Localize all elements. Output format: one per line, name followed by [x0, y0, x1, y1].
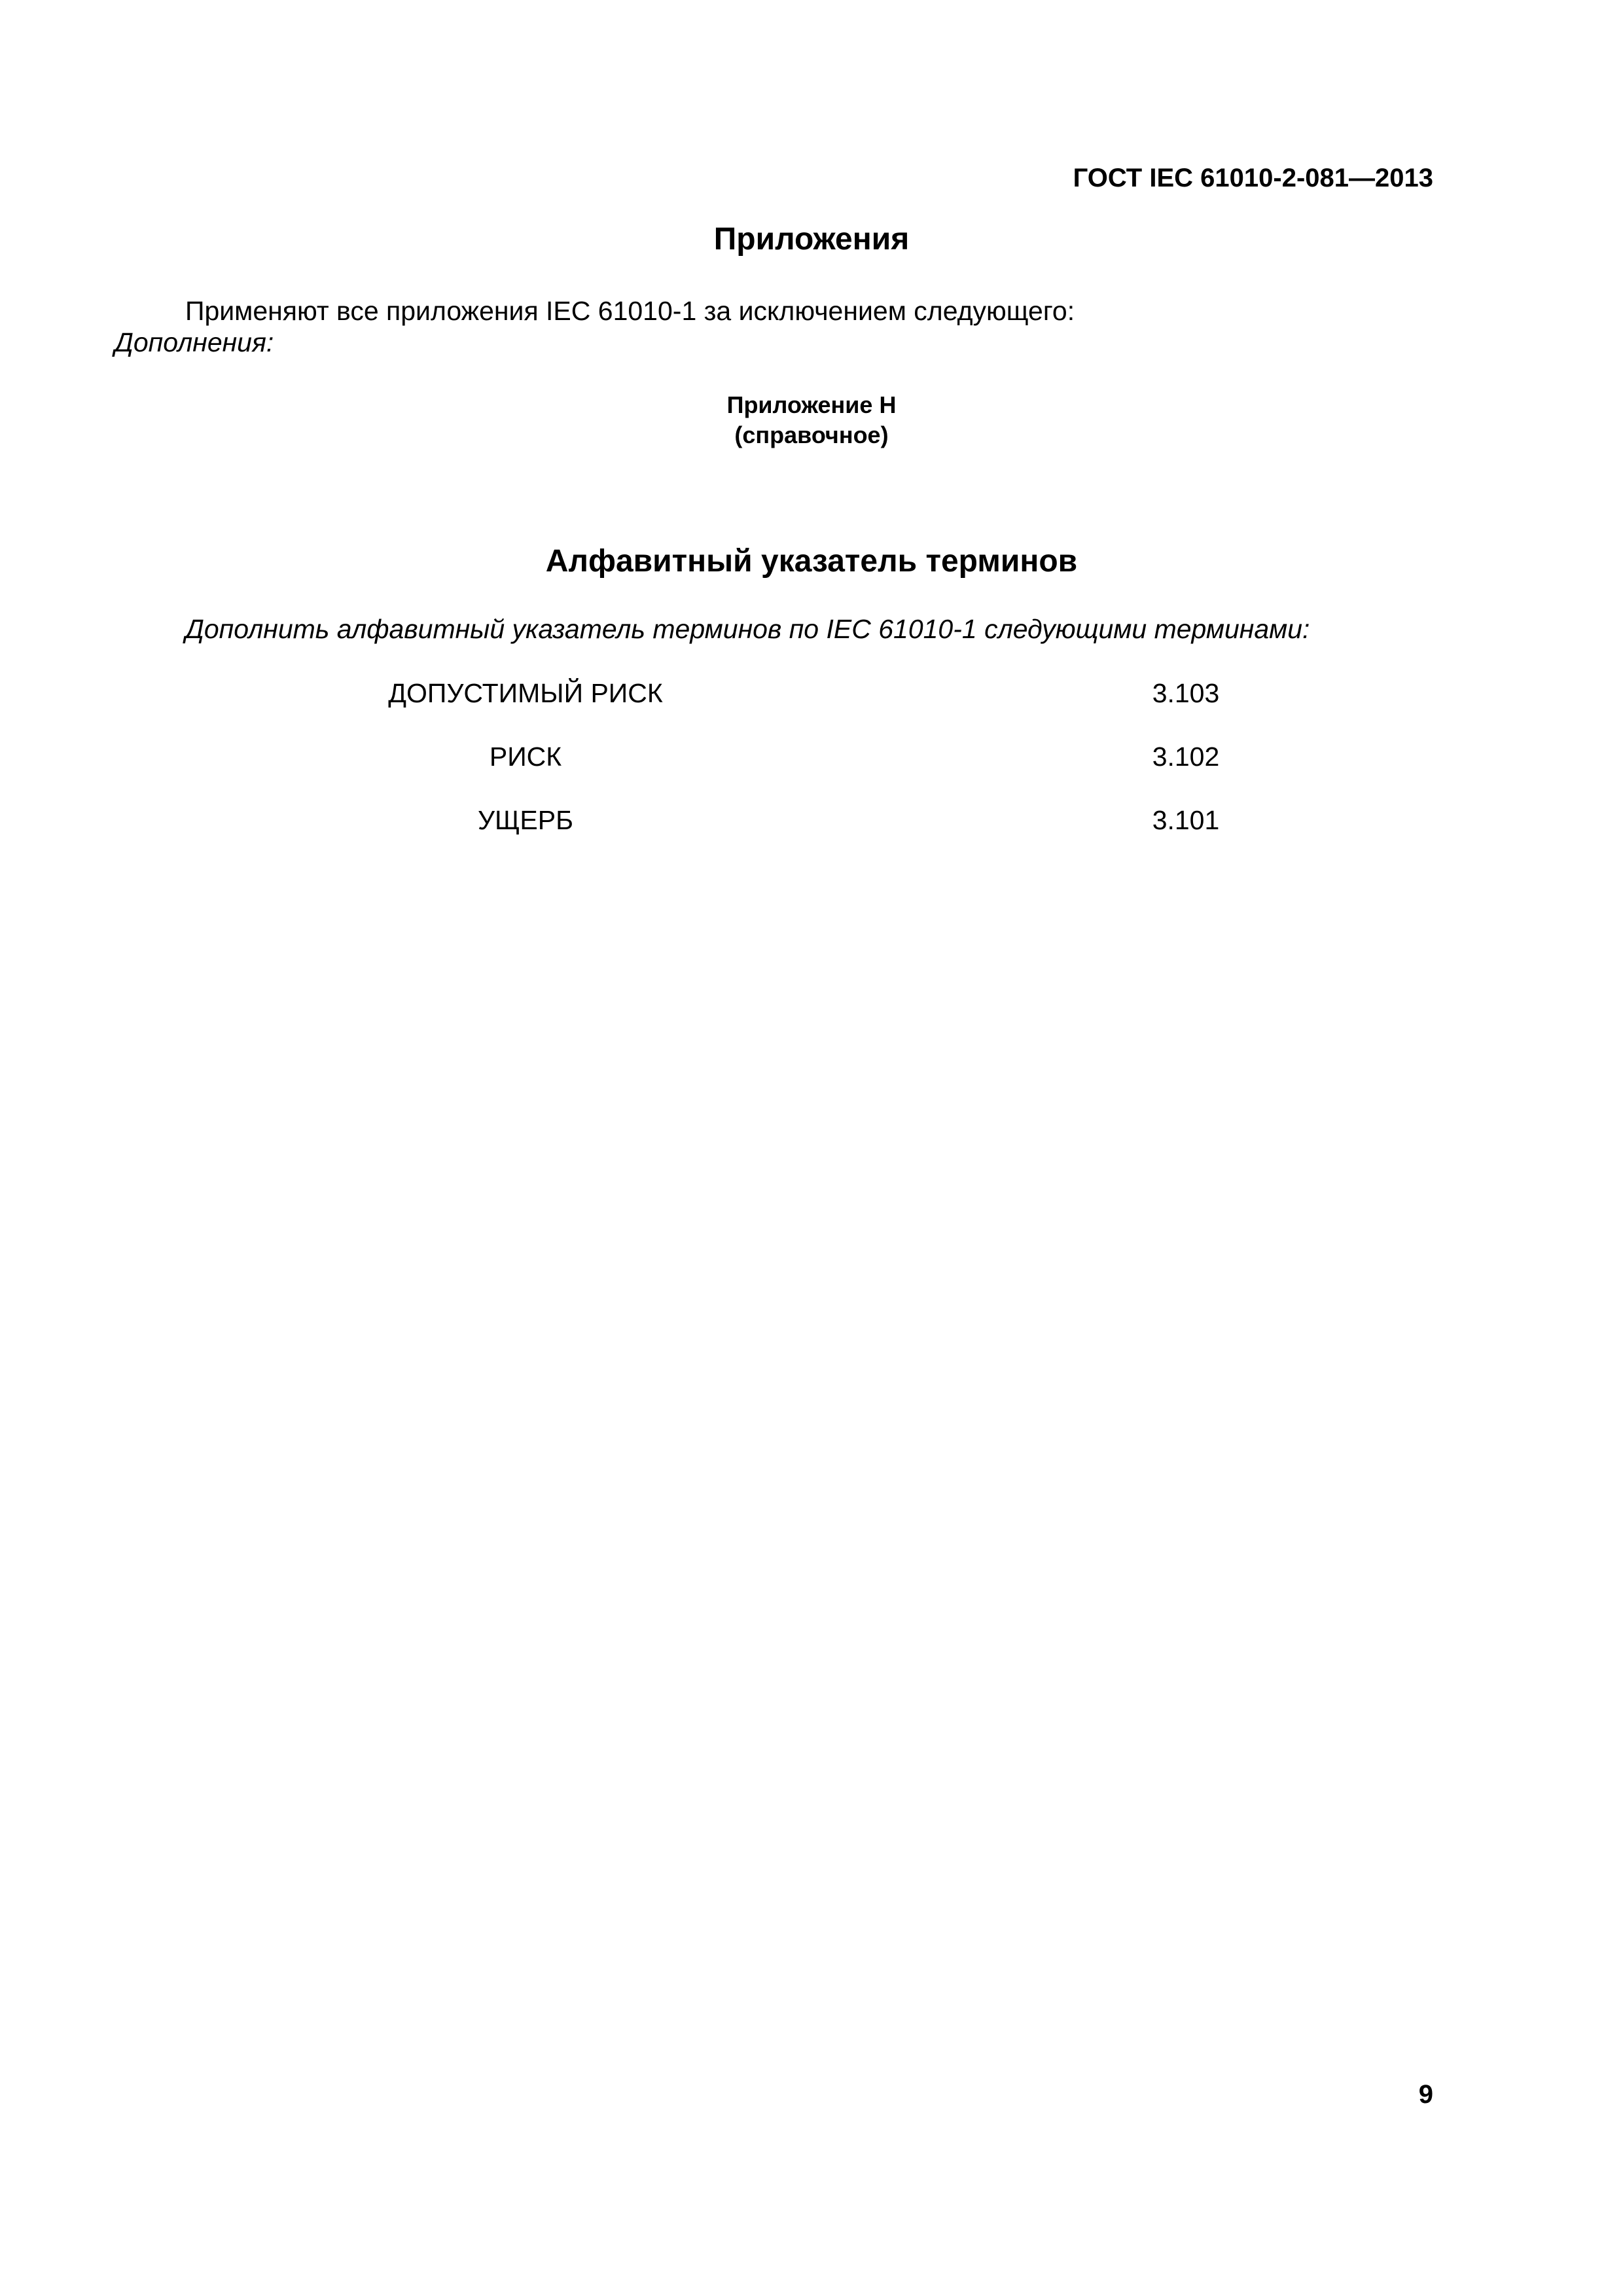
page-number: 9 — [1418, 2080, 1433, 2109]
index-term: ДОПУСТИМЫЙ РИСК — [388, 678, 663, 708]
appendix-h-title: Приложение Н — [726, 391, 897, 418]
appendices-intro-text: Применяют все приложения IEC 61010-1 за исключением следующего: — [185, 296, 1075, 326]
additions-label: Дополнения: — [115, 327, 274, 357]
terms-index-intro: Дополнить алфавитный указатель терминов по IEC 61010-1 следующими терминами: — [185, 614, 1310, 644]
index-term-ref: 3.103 — [1152, 678, 1220, 708]
index-term: УЩЕРБ — [477, 805, 574, 835]
appendices-heading: Приложения — [713, 222, 910, 257]
document-code: ГОСТ IEC 61010-2-081—2013 — [1073, 164, 1433, 192]
index-term-ref: 3.102 — [1152, 742, 1220, 772]
index-term: РИСК — [489, 742, 562, 772]
index-term-ref: 3.101 — [1152, 805, 1220, 835]
appendix-h-status: (справочное) — [734, 422, 889, 448]
terms-index-heading: Алфавитный указатель терминов — [545, 544, 1078, 579]
